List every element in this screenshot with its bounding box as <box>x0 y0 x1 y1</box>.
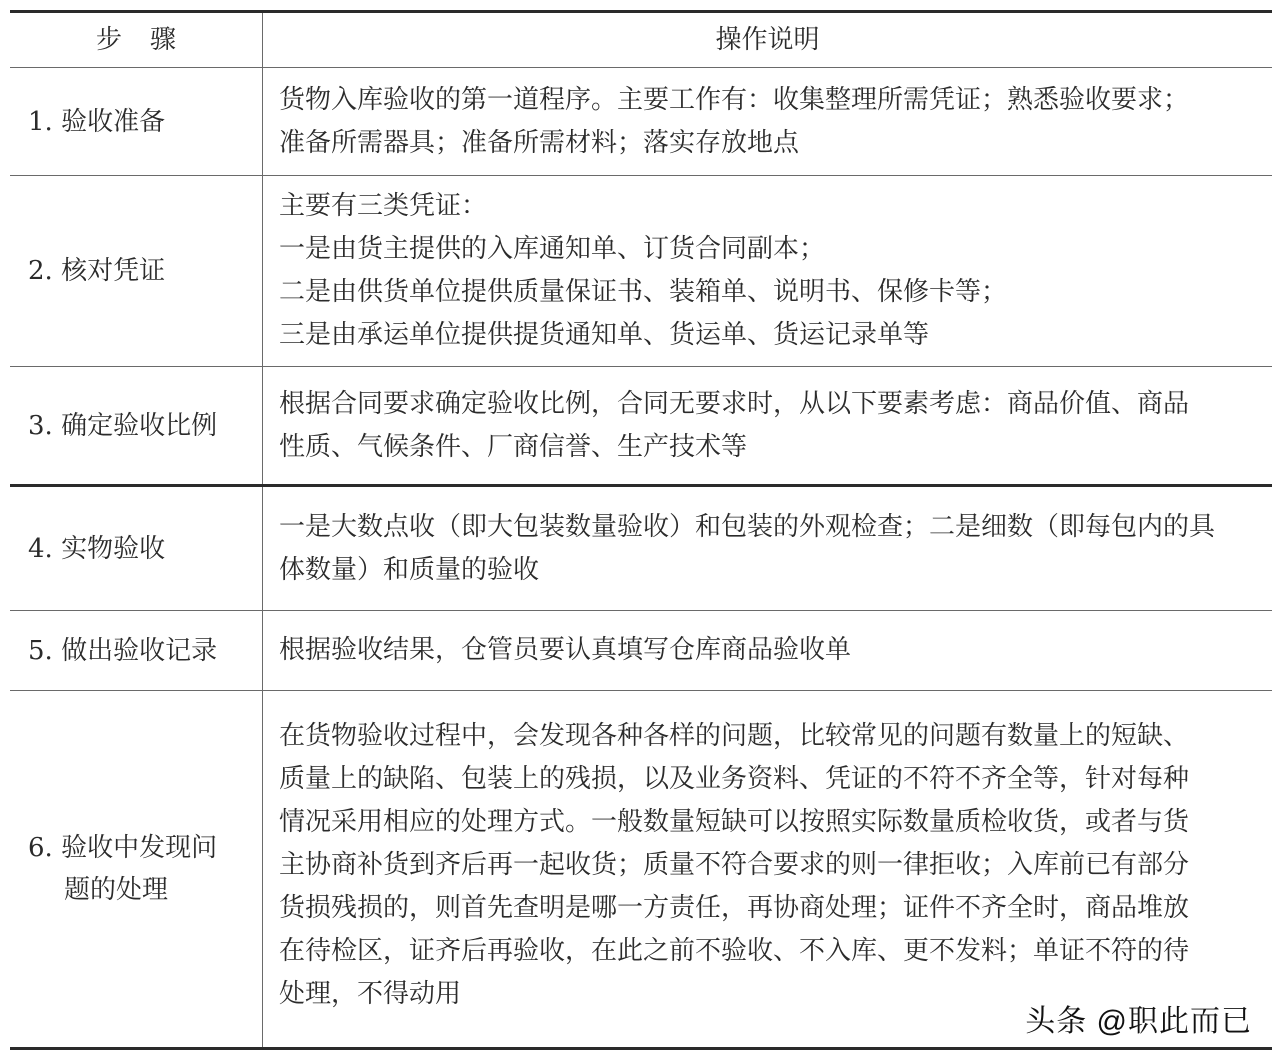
desc-line: 性质、气候条件、厂商信誉、生产技术等 <box>279 431 748 462</box>
step-cell <box>10 611 263 690</box>
desc-line: 三是由承运单位提供提货通知单、货运单、货运记录单等 <box>279 320 930 350</box>
watermark-text: 头条 @职此而已 <box>1025 1005 1252 1038</box>
header-step-label: 步骤 <box>95 25 204 55</box>
step-label: 2. 核对凭证 <box>28 256 166 286</box>
desc-line: 质量上的缺陷、包装上的残损，以及业务资料、凭证的不符不齐全等，针对每种 <box>279 764 1190 794</box>
header-step-cell <box>10 13 263 67</box>
desc-cell <box>263 68 1272 175</box>
header-desc-cell <box>263 13 1272 67</box>
desc-line: 在货物验收过程中，会发现各种各样的问题，比较常见的问题有数量上的短缺、 <box>279 721 1190 751</box>
step-label: 1. 验收准备 <box>28 106 166 137</box>
step-label: 3. 确定验收比例 <box>28 410 218 441</box>
desc-line: 情况采用相应的处理方式。一般数量短缺可以按照实际数量质检收货，或者与货 <box>279 807 1190 837</box>
step-label: 4. 实物验收 <box>28 533 166 564</box>
table-row <box>10 611 1272 691</box>
step-label: 5. 做出验收记录 <box>28 635 218 666</box>
desc-cell <box>263 176 1272 366</box>
desc-cell <box>263 691 1272 1047</box>
desc-line: 货物入库验收的第一道程序。主要工作有：收集整理所需凭证；熟悉验收要求； <box>279 84 1190 115</box>
desc-line: 货损残损的，则首先查明是哪一方责任，再协商处理；证件不齐全时，商品堆放 <box>279 893 1190 923</box>
header-desc-label: 操作说明 <box>715 24 820 55</box>
step-cell <box>10 691 263 1047</box>
desc-line: 处理，不得动用 <box>279 979 462 1009</box>
desc-line: 主要有三类凭证： <box>279 191 488 221</box>
desc-line: 根据验收结果，仓管员要认真填写仓库商品验收单 <box>279 635 852 665</box>
table-bottom-rule <box>10 1047 1272 1050</box>
desc-cell <box>263 611 1272 690</box>
desc-line: 在待检区，证齐后再验收，在此之前不验收、不入库、更不发料；单证不符的待 <box>279 936 1190 966</box>
desc-line: 准备所需器具；准备所需材料；落实存放地点 <box>279 127 800 158</box>
step-cell <box>10 487 263 610</box>
desc-cell <box>263 367 1272 484</box>
table-row <box>10 367 1272 487</box>
desc-line: 根据合同要求确定验收比例，合同无要求时，从以下要素考虑：商品价值、商品 <box>279 388 1190 419</box>
step-cell <box>10 176 263 366</box>
step-label: 6. 验收中发现问 <box>28 833 218 863</box>
desc-line: 主协商补货到齐后再一起收货；质量不符合要求的则一律拒收；入库前已有部分 <box>279 850 1190 880</box>
step-cell <box>10 367 263 484</box>
step-cell <box>10 68 263 175</box>
desc-line: 二是由供货单位提供质量保证书、装箱单、说明书、保修卡等； <box>279 277 1008 307</box>
table-row <box>10 487 1272 611</box>
desc-line: 一是由货主提供的入库通知单、订货合同副本； <box>279 234 826 264</box>
table-row <box>10 176 1272 367</box>
desc-cell <box>263 487 1272 610</box>
table-row <box>10 691 1272 1047</box>
process-table <box>10 10 1272 1050</box>
desc-line: 一是大数点收（即大包装数量验收）和包装的外观检查；二是细数（即每包内的具 <box>279 511 1216 542</box>
table-row <box>10 68 1272 176</box>
desc-line: 体数量）和质量的验收 <box>279 554 540 585</box>
table-header-row <box>10 13 1272 68</box>
step-label-continued: 题的处理 <box>64 875 169 905</box>
